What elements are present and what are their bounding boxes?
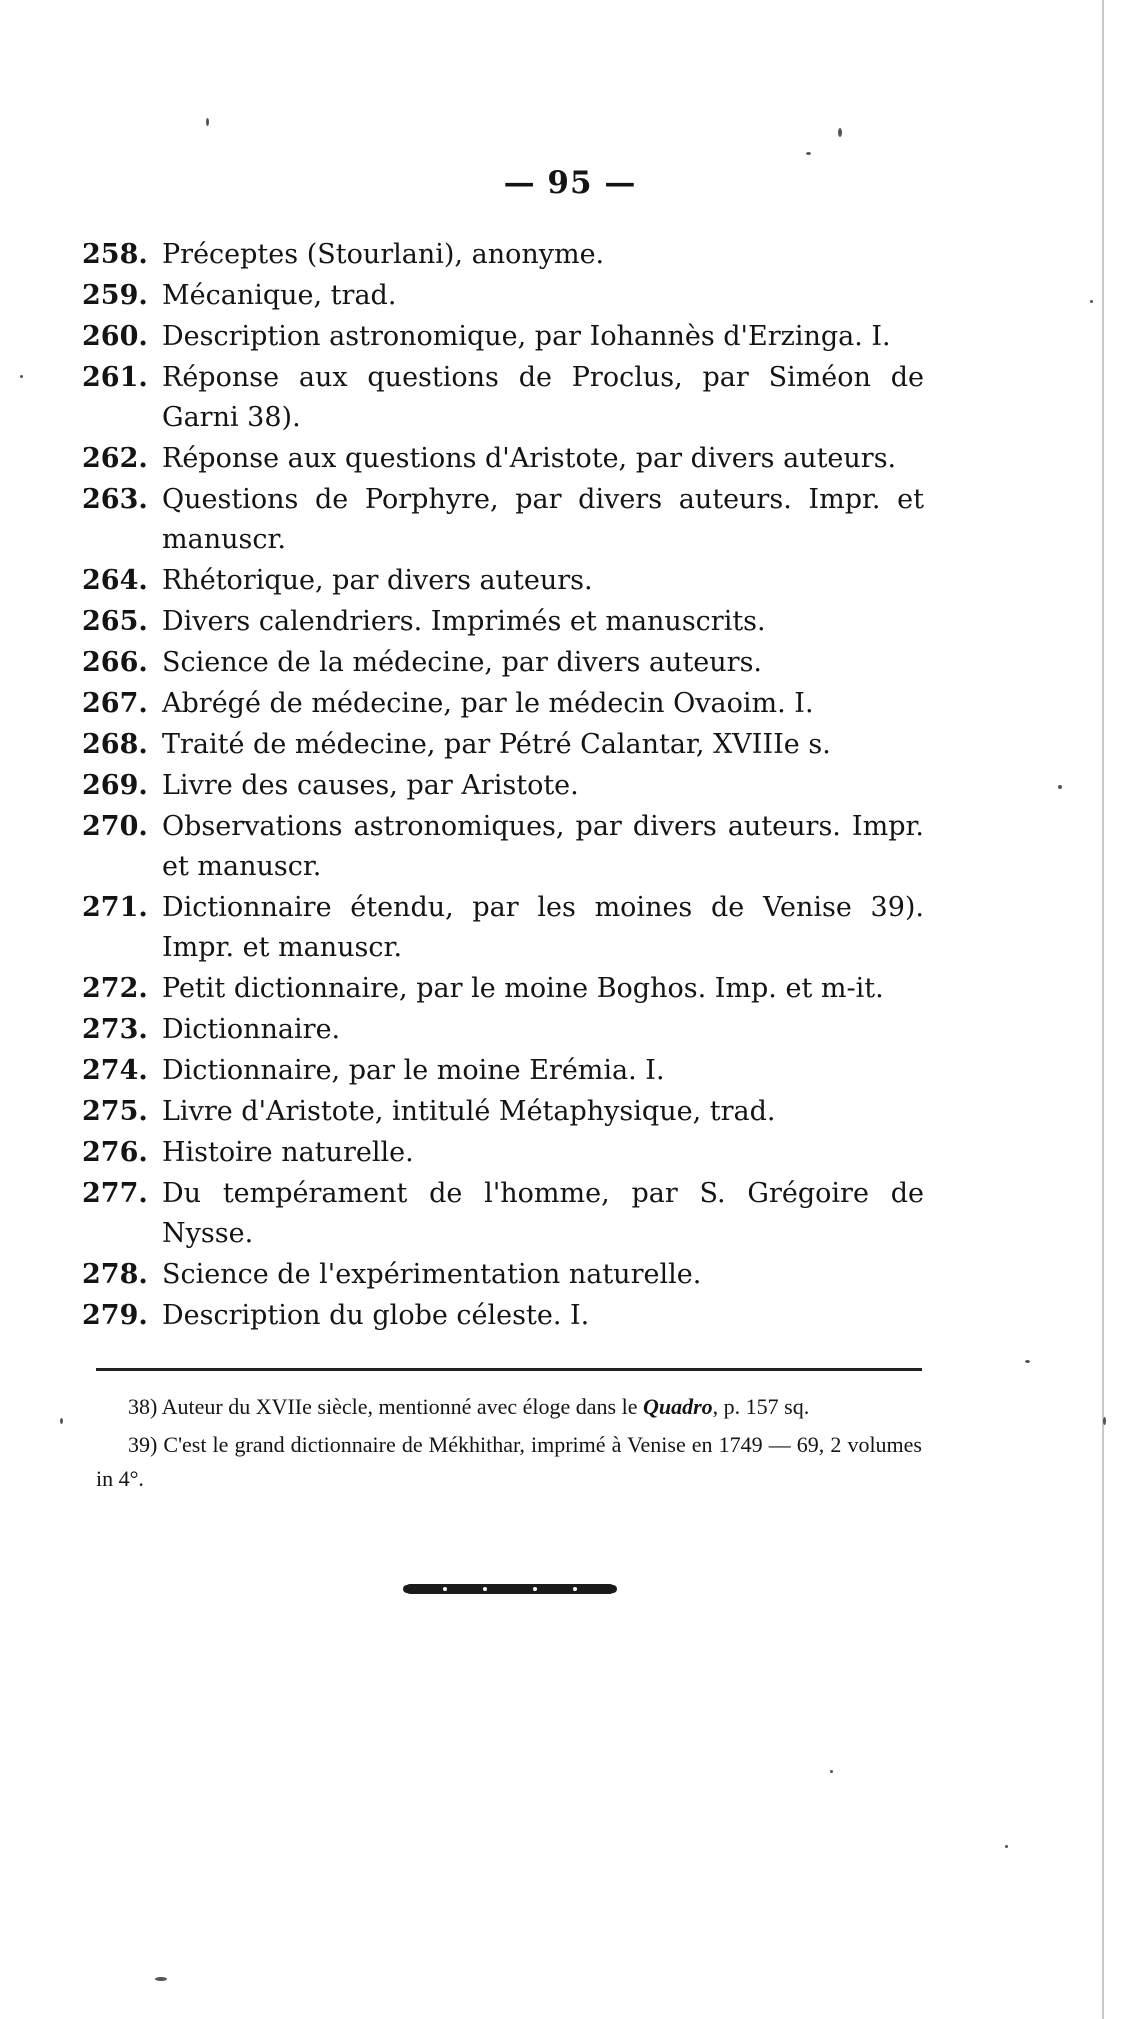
entry-number: 261. — [82, 362, 148, 393]
catalog-entry — [82, 439, 924, 479]
footnote-38 — [96, 1390, 922, 1424]
scan-speck — [1058, 785, 1062, 789]
catalog-entry — [82, 1174, 924, 1254]
entry-number: 275. — [82, 1096, 148, 1127]
scan-speck — [806, 152, 811, 155]
entry-text: Petit dictionnaire, par le moine Boghos. Imp. et m-it. — [162, 973, 884, 1004]
scan-speck — [838, 128, 842, 137]
entry-number: 276. — [82, 1137, 148, 1168]
entry-number: 266. — [82, 647, 148, 678]
catalog-entry — [82, 1092, 924, 1132]
entry-text: Science de la médecine, par divers auteurs. — [162, 647, 763, 678]
entry-text: Dictionnaire étendu, par les moines de Venise 39). Impr. et manuscr. — [162, 892, 924, 963]
entry-text: Description astronomique, par Iohannès d'Erzinga. I. — [162, 321, 891, 352]
catalog-entry — [82, 1010, 924, 1050]
catalog-entry — [82, 358, 924, 438]
entry-text: Dictionnaire. — [162, 1014, 341, 1045]
entry-number: 278. — [82, 1259, 148, 1290]
catalog-entry — [82, 480, 924, 560]
entry-text: Traité de médecine, par Pétré Calantar, XVIIIe s. — [162, 729, 831, 760]
entry-text: Du tempérament de l'homme, par S. Grégoire de Nysse. — [162, 1178, 924, 1249]
scan-speck — [1005, 1845, 1008, 1848]
entry-number: 267. — [82, 688, 148, 719]
entry-number: 272. — [82, 973, 148, 1004]
entry-number: 269. — [82, 770, 148, 801]
scan-speck — [1103, 1417, 1106, 1425]
scan-speck — [206, 118, 209, 126]
entry-text: Science de l'expérimentation naturelle. — [162, 1259, 702, 1290]
catalog-entries — [82, 235, 924, 1337]
entry-number: 268. — [82, 729, 148, 760]
entry-text: Description du globe céleste. I. — [162, 1300, 590, 1331]
entry-number: 277. — [82, 1178, 148, 1209]
entry-text: Réponse aux questions de Proclus, par Siméon de Garni 38). — [162, 362, 924, 433]
scan-speck — [1090, 300, 1093, 303]
catalog-entry — [82, 684, 924, 724]
entry-number: 259. — [82, 280, 148, 311]
entry-text: Livre des causes, par Aristote. — [162, 770, 579, 801]
entry-text: Réponse aux questions d'Aristote, par divers auteurs. — [162, 443, 897, 474]
scan-speck — [1025, 1360, 1030, 1363]
page-edge-shadow — [1102, 0, 1104, 2019]
catalog-entry — [82, 1133, 924, 1173]
entry-number: 273. — [82, 1014, 148, 1045]
catalog-entry — [82, 1296, 924, 1336]
scan-speck — [60, 1418, 63, 1424]
footnote-38-title: Quadro — [642, 1394, 713, 1419]
footnotes — [96, 1390, 922, 1500]
entry-number: 263. — [82, 484, 148, 515]
entry-text: Mécanique, trad. — [162, 280, 397, 311]
scan-speck — [155, 1977, 167, 1981]
entry-text: Rhétorique, par divers auteurs. — [162, 565, 593, 596]
page-number: — 95 — — [503, 165, 637, 201]
footnote-39 — [96, 1428, 922, 1496]
entry-text: Livre d'Aristote, intitulé Métaphysique, trad. — [162, 1096, 776, 1127]
entry-number: 260. — [82, 321, 148, 352]
entry-number: 279. — [82, 1300, 148, 1331]
entry-text: Observations astronomiques, par divers auteurs. Impr. et manuscr. — [162, 811, 924, 882]
catalog-entry — [82, 643, 924, 683]
scan-speck — [830, 1770, 833, 1773]
catalog-entry — [82, 235, 924, 275]
catalog-entry — [82, 766, 924, 806]
entry-number: 271. — [82, 892, 148, 923]
catalog-entry — [82, 276, 924, 316]
footnote-38-text: 38) Auteur du XVIIe siècle, mentionné avec éloge dans le — [128, 1394, 638, 1419]
entry-text: Divers calendriers. Imprimés et manuscrits. — [162, 606, 766, 637]
catalog-entry — [82, 725, 924, 765]
entry-number: 270. — [82, 811, 148, 842]
catalog-entry — [82, 888, 924, 968]
catalog-entry — [82, 317, 924, 357]
catalog-entry — [82, 561, 924, 601]
footnote-38-ref: , p. 157 sq. — [712, 1394, 810, 1419]
catalog-entry — [82, 807, 924, 887]
entry-number: 274. — [82, 1055, 148, 1086]
scan-speck — [20, 375, 23, 378]
ornament-divider-icon — [395, 1580, 625, 1598]
entry-number: 258. — [82, 239, 148, 270]
entry-text: Histoire naturelle. — [162, 1137, 414, 1168]
entry-number: 265. — [82, 606, 148, 637]
entry-text: Préceptes (Stourlani), anonyme. — [162, 239, 605, 270]
entry-text: Questions de Porphyre, par divers auteurs. Impr. et manuscr. — [162, 484, 924, 555]
catalog-entry — [82, 1051, 924, 1091]
entry-number: 264. — [82, 565, 148, 596]
catalog-entry — [82, 602, 924, 642]
catalog-entry — [82, 1255, 924, 1295]
footnote-separator-rule — [96, 1368, 922, 1371]
entry-text: Abrégé de médecine, par le médecin Ovaoim. I. — [162, 688, 814, 719]
entry-text: Dictionnaire, par le moine Erémia. I. — [162, 1055, 665, 1086]
entry-number: 262. — [82, 443, 148, 474]
footnote-39-text: 39) C'est le grand dictionnaire de Mékhithar, imprimé à Venise en 1749 — 69, 2 volumes in 4°. — [96, 1432, 922, 1491]
catalog-entry — [82, 969, 924, 1009]
